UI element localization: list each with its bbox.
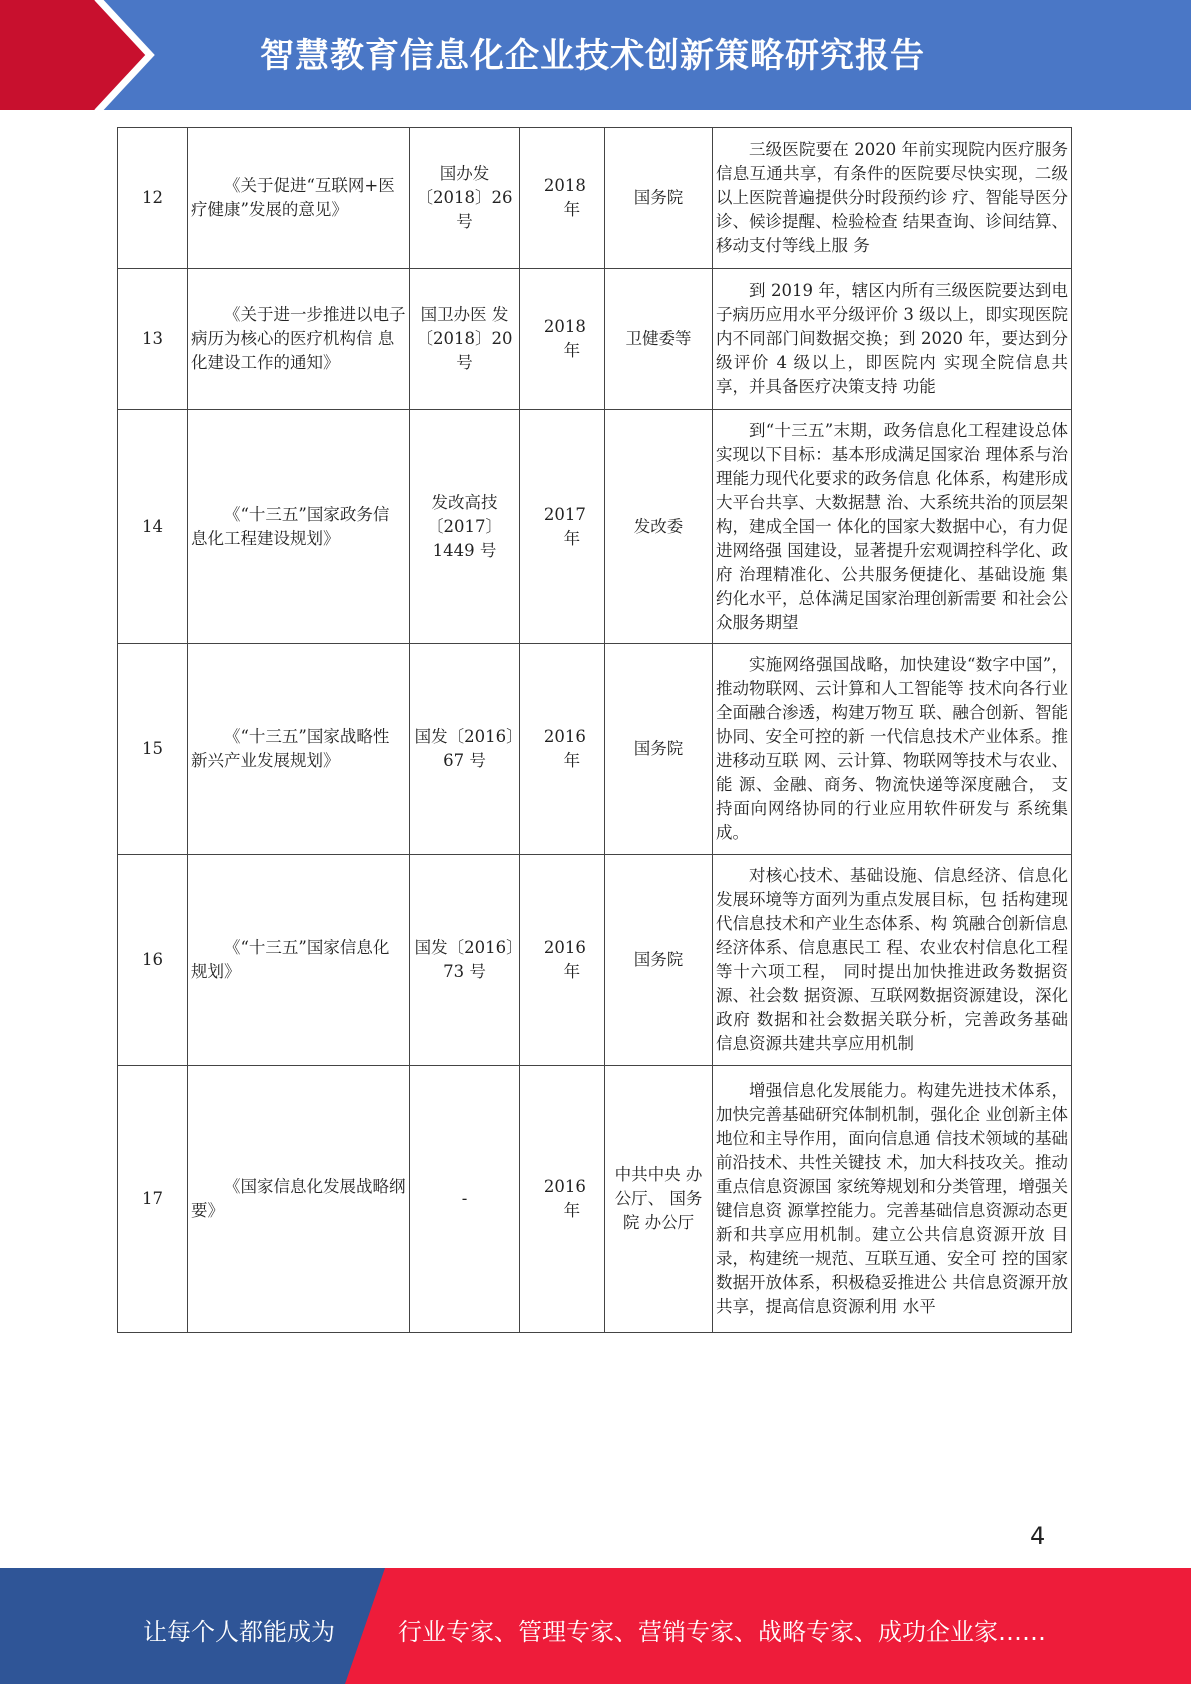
page-header xyxy=(0,0,1191,110)
issuing-organization: 国务院 xyxy=(605,128,713,269)
row-number: 17 xyxy=(118,1066,188,1333)
issue-year: 2018 年 xyxy=(520,269,605,410)
page-number: 4 xyxy=(1030,1522,1046,1550)
report-title: 智慧教育信息化企业技术创新策略研究报告 xyxy=(260,36,925,76)
document-number: 国发〔2016〕67 号 xyxy=(410,644,520,855)
row-number: 12 xyxy=(118,128,188,269)
policy-description: 三级医院要在 2020 年前实现院内医疗服务 信息互通共享，有条件的医院要尽快实现，二级以上医院普遍提供分时段预约诊 疗、智能导医分诊、候诊提醒、检验检查 结果查询、诊间结算、移动支付等线上服 务 xyxy=(713,128,1072,269)
policy-name: 《“十三五”国家战略性 新兴产业发展规划》 xyxy=(188,644,410,855)
row-number: 13 xyxy=(118,269,188,410)
table-row xyxy=(118,410,1072,644)
page-footer xyxy=(0,1568,1191,1684)
policy-name: 《“十三五”国家政务信 息化工程建设规划》 xyxy=(188,410,410,644)
policy-name: 《国家信息化发展战略纲 要》 xyxy=(188,1066,410,1333)
table-row xyxy=(118,855,1072,1066)
policy-name: 《关于进一步推进以电子 病历为核心的医疗机构信 息化建设工作的通知》 xyxy=(188,269,410,410)
issuing-organization: 卫健委等 xyxy=(605,269,713,410)
row-number: 16 xyxy=(118,855,188,1066)
table-row xyxy=(118,1066,1072,1333)
policy-table xyxy=(117,127,1072,1333)
issuing-organization: 国务院 xyxy=(605,855,713,1066)
row-number: 14 xyxy=(118,410,188,644)
policy-description: 实施网络强国战略，加快建设“数字中国”，推动物联网、云计算和人工智能等 技术向各行业全面融合渗透，构建万物互 联、融合创新、智能协同、安全可控的新 一代信息技术产业体系。推进移动互联 网、云计算、物联网等技术与农业、能 源、金融、商务、物流快递等深度融合， 支持面向网络协同的行业应用软件研发与 系统集成。 xyxy=(713,644,1072,855)
issuing-organization: 国务院 xyxy=(605,644,713,855)
footer-slogan-right: 行业专家、管理专家、营销专家、战略专家、成功企业家…… xyxy=(398,1618,1046,1646)
document-number: 国办发〔2018〕26 号 xyxy=(410,128,520,269)
document-number: 国发〔2016〕73 号 xyxy=(410,855,520,1066)
issue-year: 2016 年 xyxy=(520,644,605,855)
table-row xyxy=(118,644,1072,855)
policy-name: 《关于促进“互联网+医 疗健康”发展的意见》 xyxy=(188,128,410,269)
row-number: 15 xyxy=(118,644,188,855)
policy-description: 到 2019 年，辖区内所有三级医院要达到电 子病历应用水平分级评价 3 级以上，即实现医院内不同部门间数据交换；到 2020 年，要达到分级评价 4 级以上，即医院内 实现全院信息共享，并具备医疗决策支持 功能 xyxy=(713,269,1072,410)
issue-year: 2016 年 xyxy=(520,1066,605,1333)
issue-year: 2016 年 xyxy=(520,855,605,1066)
issuing-organization: 发改委 xyxy=(605,410,713,644)
policy-description: 对核心技术、基础设施、信息经济、信息化发展环境等方面列为重点发展目标，包 括构建现代信息技术和产业生态体系、构 筑融合创新信息经济体系、信息惠民工 程、农业农村信息化工程等十六项工程， 同时提出加快推进政务数据资源、社会数 据资源、互联网数据资源建设，深化政府 数据和社会数据关联分析，完善政务基础 信息资源共建共享应用机制 xyxy=(713,855,1072,1066)
document-number: 国卫办医 发〔2018〕20 号 xyxy=(410,269,520,410)
document-number: - xyxy=(410,1066,520,1333)
table-row xyxy=(118,269,1072,410)
policy-description: 到“十三五”末期，政务信息化工程建设总体实现以下目标：基本形成满足国家治 理体系与治理能力现代化要求的政务信息 化体系，构建形成大平台共享、大数据慧 治、大系统共治的顶层架构，建成全国一 体化的国家大数据中心，有力促进网络强 国建设，显著提升宏观调控科学化、政府 治理精准化、公共服务便捷化、基础设施 集约化水平，总体满足国家治理创新需要 和社会公众服务期望 xyxy=(713,410,1072,644)
issue-year: 2017 年 xyxy=(520,410,605,644)
issuing-organization: 中共中央 办公厅、 国务院 办公厅 xyxy=(605,1066,713,1333)
policy-description: 增强信息化发展能力。构建先进技术体系，加快完善基础研究体制机制，强化企 业创新主体地位和主导作用，面向信息通 信技术领域的基础前沿技术、共性关键技 术，加大科技攻关。推动重点信息资源国 家统筹规划和分类管理，增强关键信息资 源掌控能力。完善基础信息资源动态更新和共享应用机制。建立公共信息资源开放 目录，构建统一规范、互联互通、安全可 控的国家数据开放体系，积极稳妥推进公 共信息资源开放共享，提高信息资源利用 水平 xyxy=(713,1066,1072,1333)
document-number: 发改高技〔2017〕1449 号 xyxy=(410,410,520,644)
table-row xyxy=(118,128,1072,269)
header-arrow-decoration xyxy=(0,0,160,110)
issue-year: 2018 年 xyxy=(520,128,605,269)
footer-slogan-left: 让每个人都能成为 xyxy=(143,1618,335,1646)
policy-name: 《“十三五”国家信息化 规划》 xyxy=(188,855,410,1066)
